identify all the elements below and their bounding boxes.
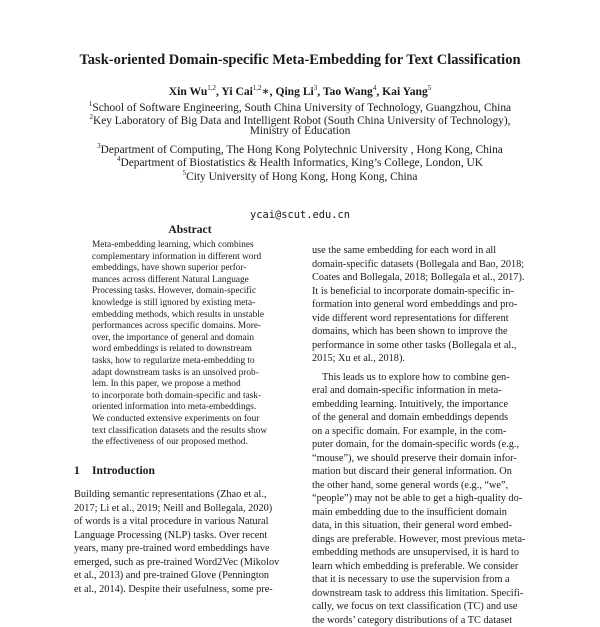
body-line: “people”) may not be able to get a high-quality do- bbox=[312, 492, 522, 506]
introduction-line: 2017; Li et al., 2019; Neill and Bollegala, 2020) bbox=[74, 502, 272, 516]
body-line: “mouse”), we should preserve their domain infor- bbox=[312, 452, 517, 466]
abstract-line: embeddings, have shown superior perfor- bbox=[92, 263, 246, 275]
body-line: formation into general word embeddings and pro- bbox=[312, 298, 517, 312]
abstract-line: over, the importance of general and domain bbox=[92, 333, 254, 345]
author-affiliation-mark: 5 bbox=[428, 84, 432, 92]
author-affiliation-mark: 4 bbox=[373, 84, 377, 92]
author-name: Xin Wu bbox=[169, 85, 208, 98]
author-name: Kai Yang bbox=[382, 85, 428, 98]
body-line: data, in this situation, their general word embed- bbox=[312, 519, 512, 533]
affiliation-mark: 3 bbox=[97, 142, 101, 150]
body-line: puter domain, for the domain-specific words (e.g., bbox=[312, 438, 519, 452]
affiliation-line bbox=[0, 166, 600, 184]
affiliation-mark: 1 bbox=[89, 100, 93, 108]
author-name: Yi Cai bbox=[221, 85, 252, 98]
body-line: eral and domain-specific information in meta- bbox=[312, 384, 502, 398]
body-line: learn which embedding is preferable. We consider bbox=[312, 560, 518, 574]
body-line: 2015; Xu et al., 2018). bbox=[312, 352, 405, 366]
body-line: It is beneficial to incorporate domain-specific in- bbox=[312, 285, 514, 299]
body-line: domain-specific datasets (Bollegala and Bao, 2018; bbox=[312, 258, 524, 272]
body-line: downstream task to address this limitation. Specifi- bbox=[312, 587, 523, 601]
abstract-line: complementary information in different word bbox=[92, 252, 261, 264]
affiliation-text: City University of Hong Kong, Hong Kong, China bbox=[186, 171, 417, 183]
abstract-line: word embeddings is related to downstream bbox=[92, 344, 252, 356]
affiliation-text: Ministry of Education bbox=[250, 125, 351, 137]
body-line: that it is necessary to use the supervision from a bbox=[312, 573, 510, 587]
introduction-line: Language Processing (NLP) tasks. Over recent bbox=[74, 529, 267, 543]
affiliation-text: Department of Biostatistics & Health Informatics, King’s College, London, UK bbox=[120, 157, 483, 169]
introduction-line: emerged, such as pre-trained Word2Vec (Mikolov bbox=[74, 556, 279, 570]
abstract-line: to incorporate both domain-specific and task- bbox=[92, 391, 261, 403]
body-line: Coates and Bollegala, 2018; Bollegala et al., 2017). bbox=[312, 271, 524, 285]
body-line: performance in some other tasks (Bollegala et al., bbox=[312, 339, 516, 353]
introduction-line: Building semantic representations (Zhao et al., bbox=[74, 488, 266, 502]
paper-title: Task-oriented Domain-specific Meta-Embedding for Text Classification bbox=[0, 51, 600, 69]
body-line: embedding learning. Intuitively, the importance bbox=[312, 398, 508, 412]
author-email: ycai@scut.edu.cn bbox=[0, 208, 600, 222]
author-name: Tao Wang bbox=[323, 85, 373, 98]
author-name: Qing Li bbox=[275, 85, 313, 98]
affiliation-text: School of Software Engineering, South China University of Technology, Guangzhou, China bbox=[92, 102, 511, 114]
author-affiliation-mark: 3 bbox=[314, 84, 318, 92]
author-separator: , bbox=[376, 85, 382, 98]
body-line: main embedding due to the insufficient domain bbox=[312, 506, 507, 520]
abstract-line: knowledge is still ignored by existing meta- bbox=[92, 298, 255, 310]
abstract-line: performances across specific domains. More- bbox=[92, 321, 261, 333]
abstract-line: lem. In this paper, we propose a method bbox=[92, 379, 241, 391]
author-separator: ∗, bbox=[262, 85, 276, 98]
section-title: Introduction bbox=[92, 464, 155, 477]
abstract-line: adapt downstream tasks is an unsolved prob- bbox=[92, 368, 259, 380]
body-line: on a specific domain. For example, in the com- bbox=[312, 425, 506, 439]
author-affiliation-mark: 1,2 bbox=[253, 84, 262, 92]
author-separator: , bbox=[216, 85, 221, 98]
abstract-line: We conducted extensive experiments on four bbox=[92, 414, 259, 426]
body-line: dings are preferable. However, most previous meta- bbox=[312, 533, 525, 547]
abstract-line: mances across different Natural Language bbox=[92, 275, 249, 287]
author-separator: , bbox=[317, 85, 323, 98]
abstract-line: the effectiveness of our proposed method. bbox=[92, 437, 248, 449]
abstract-line: embedding methods, which results in unstable bbox=[92, 310, 264, 322]
affiliation-mark: 2 bbox=[89, 113, 93, 121]
body-line: vide different word representations for different bbox=[312, 312, 509, 326]
body-line: cally, we focus on text classification (TC) and use bbox=[312, 600, 518, 614]
body-line: use the same embedding for each word in all bbox=[312, 244, 496, 258]
body-line: the other hand, some general words (e.g., “we”, bbox=[312, 479, 508, 493]
body-line: embedding methods are unsupervised, it is hard to bbox=[312, 546, 519, 560]
introduction-line: et al., 2014). Despite their usefulness, some pre- bbox=[74, 583, 273, 597]
abstract-line: oriented information into meta-embeddings. bbox=[92, 402, 256, 414]
body-line: mation but discard their general information. On bbox=[312, 465, 512, 479]
body-line: This leads us to explore how to combine gen- bbox=[322, 371, 510, 385]
section-heading-introduction bbox=[74, 463, 155, 478]
introduction-line: years, many pre-trained word embeddings have bbox=[74, 542, 270, 556]
affiliation-line bbox=[0, 124, 600, 138]
body-line: domains, which has been shown to improve the bbox=[312, 325, 508, 339]
body-line: the words’ category distributions of a TC dataset bbox=[312, 614, 512, 627]
body-line: of the general and domain embeddings depends bbox=[312, 411, 508, 425]
abstract-line: Processing tasks. However, domain-specific bbox=[92, 286, 256, 298]
affiliation-text: Key Laboratory of Big Data and Intelligent Robot (South China University of Technology), bbox=[93, 115, 511, 127]
introduction-line: of words is a vital procedure in various Natural bbox=[74, 515, 268, 529]
affiliation-mark: 5 bbox=[183, 169, 187, 177]
abstract-line: text classification datasets and the results show bbox=[92, 426, 267, 438]
abstract-line: tasks, how to regularize meta-embedding to bbox=[92, 356, 255, 368]
introduction-line: et al., 2013) and pre-trained Glove (Pennington bbox=[74, 569, 269, 583]
section-number: 1 bbox=[74, 463, 92, 478]
affiliation-text: Department of Computing, The Hong Kong Polytechnic University , Hong Kong, China bbox=[101, 144, 503, 156]
author-affiliation-mark: 1,2 bbox=[207, 84, 216, 92]
abstract-line: Meta-embedding learning, which combines bbox=[92, 240, 254, 252]
affiliation-mark: 4 bbox=[117, 155, 121, 163]
abstract-heading: Abstract bbox=[74, 222, 306, 237]
